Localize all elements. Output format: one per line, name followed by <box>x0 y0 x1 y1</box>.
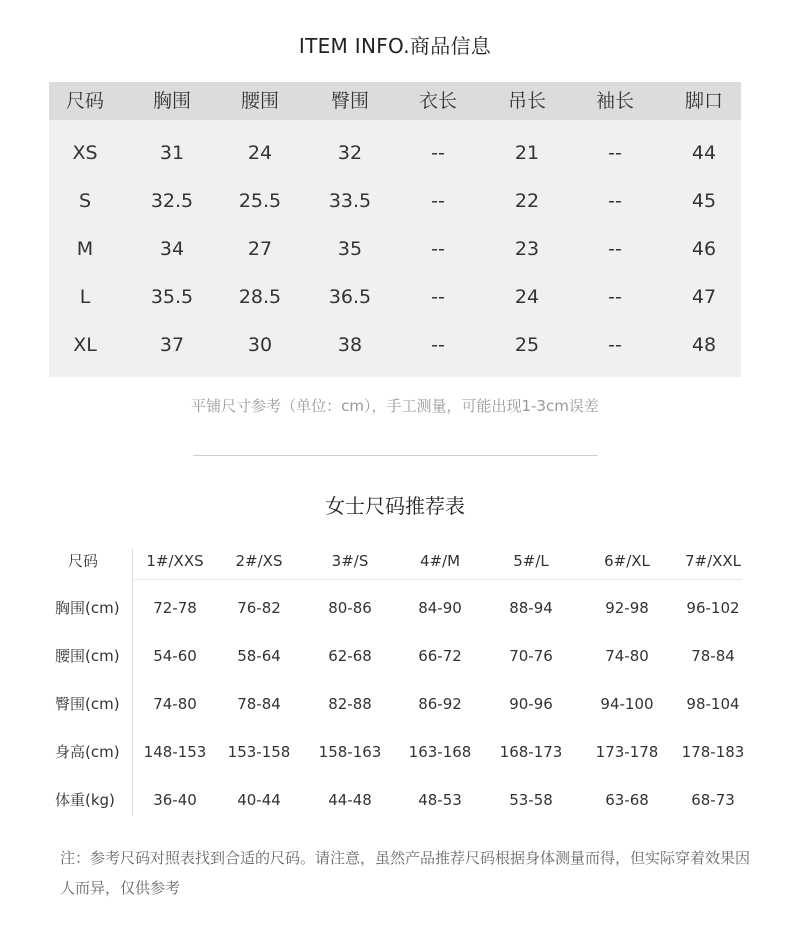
size-table-cell: 35.5 <box>150 286 194 308</box>
recommend-table-cell: 54-60 <box>153 647 197 665</box>
size-table-cell: -- <box>431 190 445 212</box>
recommend-table-column-header: 5#/L <box>513 552 549 570</box>
recommend-table-cell: 44-48 <box>328 791 372 809</box>
size-table-row-label: M <box>76 238 94 260</box>
recommend-table-column-header: 4#/M <box>419 552 461 570</box>
recommend-table-horizontal-rule <box>132 579 742 580</box>
size-table-cell: 45 <box>691 190 717 212</box>
recommend-table-column-header: 1#/XXS <box>146 552 204 570</box>
recommend-table-cell: 74-80 <box>153 695 197 713</box>
size-table-row-label: XS <box>72 142 98 164</box>
recommend-table-cell: 66-72 <box>418 647 462 665</box>
recommend-table-cell: 148-153 <box>143 743 207 761</box>
size-table-header-cell: 胸围 <box>152 90 191 112</box>
size-table-cell: -- <box>608 190 622 212</box>
size-table-cell: -- <box>431 142 445 164</box>
size-table-header-cell: 脚口 <box>684 90 723 112</box>
recommend-table-cell: 58-64 <box>237 647 281 665</box>
recommend-table-column-header: 7#/XXL <box>684 552 742 570</box>
size-table-cell: -- <box>431 286 445 308</box>
recommend-table-cell: 98-104 <box>686 695 740 713</box>
size-table-cell: 24 <box>514 286 540 308</box>
size-table-cell: 32 <box>337 142 363 164</box>
size-table-cell: 28.5 <box>238 286 282 308</box>
recommend-table-cell: 84-90 <box>418 599 462 617</box>
recommend-table-cell: 82-88 <box>328 695 372 713</box>
size-table-cell: 37 <box>159 334 185 356</box>
recommend-table-corner: 尺码 <box>68 552 99 570</box>
recommend-table-column-header: 3#/S <box>331 552 369 570</box>
recommend-table-cell: 63-68 <box>605 791 649 809</box>
measure-note: 平铺尺寸参考（单位：cm），手工测量，可能出现1-3cm误差 <box>191 397 599 415</box>
recommend-table-column-header: 6#/XL <box>604 552 650 570</box>
size-table <box>49 82 741 377</box>
size-table-cell: -- <box>608 238 622 260</box>
size-table-header-cell: 腰围 <box>240 90 279 112</box>
size-table-cell: -- <box>608 334 622 356</box>
size-table-cell: 44 <box>691 142 717 164</box>
recommend-table-cell: 76-82 <box>237 599 281 617</box>
size-table-cell: 35 <box>337 238 363 260</box>
recommend-table-row-label: 身高(cm) <box>55 743 120 761</box>
size-table-row-label: S <box>78 190 92 212</box>
recommend-table-cell: 72-78 <box>153 599 197 617</box>
recommend-table-row-label: 胸围(cm) <box>55 599 120 617</box>
size-table-header-cell: 袖长 <box>595 90 634 112</box>
size-table-cell: 21 <box>514 142 540 164</box>
size-table-cell: 24 <box>247 142 273 164</box>
recommend-table-row-label: 腰围(cm) <box>55 647 120 665</box>
recommend-table-cell: 80-86 <box>328 599 372 617</box>
size-table-cell: -- <box>608 142 622 164</box>
size-table-cell: 48 <box>691 334 717 356</box>
size-table-cell: 25.5 <box>238 190 282 212</box>
recommend-table-cell: 70-76 <box>509 647 553 665</box>
recommend-table-column-header: 2#/XS <box>235 552 283 570</box>
size-table-cell: 25 <box>514 334 540 356</box>
size-table-cell: 32.5 <box>150 190 194 212</box>
recommend-table-cell: 68-73 <box>691 791 735 809</box>
recommend-table-cell: 53-58 <box>509 791 553 809</box>
recommend-table-cell: 48-53 <box>418 791 462 809</box>
size-table-header-cell: 吊长 <box>507 90 546 112</box>
recommend-table-cell: 78-84 <box>237 695 281 713</box>
size-table-cell: -- <box>431 334 445 356</box>
recommend-table-cell: 163-168 <box>408 743 472 761</box>
size-table-cell: 22 <box>514 190 540 212</box>
recommend-table-cell: 62-68 <box>328 647 372 665</box>
recommend-table-cell: 178-183 <box>681 743 745 761</box>
page-title: ITEM INFO.商品信息 <box>298 34 492 58</box>
size-table-cell: 47 <box>691 286 717 308</box>
size-table-row-label: XL <box>73 334 97 356</box>
size-table-header-cell: 尺码 <box>65 90 104 112</box>
recommend-table-cell: 86-92 <box>418 695 462 713</box>
recommend-table-row-label: 臀围(cm) <box>55 695 120 713</box>
size-table-row-label: L <box>79 286 91 308</box>
size-table-cell: 34 <box>159 238 185 260</box>
recommend-table-cell: 153-158 <box>227 743 291 761</box>
recommend-table-cell: 90-96 <box>509 695 553 713</box>
size-table-cell: 33.5 <box>328 190 372 212</box>
recommend-title: 女士尺码推荐表 <box>325 494 465 518</box>
recommend-table-cell: 88-94 <box>509 599 553 617</box>
recommend-table-cell: 78-84 <box>691 647 735 665</box>
recommend-table-cell: 74-80 <box>605 647 649 665</box>
recommend-table-cell: 94-100 <box>600 695 654 713</box>
recommend-table-cell: 36-40 <box>153 791 197 809</box>
size-table-cell: 30 <box>247 334 273 356</box>
recommend-table-cell: 168-173 <box>499 743 563 761</box>
size-table-cell: 38 <box>337 334 363 356</box>
recommend-table-cell: 40-44 <box>237 791 281 809</box>
size-table-cell: 31 <box>159 142 185 164</box>
size-table-cell: 46 <box>691 238 717 260</box>
recommend-table-cell: 158-163 <box>318 743 382 761</box>
recommend-table-cell: 96-102 <box>686 599 740 617</box>
recommend-table-cell: 92-98 <box>605 599 649 617</box>
size-table-header-cell: 臀围 <box>330 90 369 112</box>
size-table-cell: 27 <box>247 238 273 260</box>
section-divider <box>193 455 598 456</box>
recommend-table-row-label: 体重(kg) <box>55 791 115 809</box>
size-table-header-cell: 衣长 <box>418 90 457 112</box>
recommend-table-cell: 173-178 <box>595 743 659 761</box>
size-table-cell: -- <box>608 286 622 308</box>
footer-note: 注：参考尺码对照表找到合适的尺码。请注意，虽然产品推荐尺码根据身体测量而得，但实际穿着效果因人而异，仅供参考 <box>60 849 751 897</box>
size-table-cell: -- <box>431 238 445 260</box>
size-table-cell: 23 <box>514 238 540 260</box>
recommend-table-vertical-rule <box>132 548 133 816</box>
size-table-header <box>49 82 741 120</box>
size-table-cell: 36.5 <box>328 286 372 308</box>
